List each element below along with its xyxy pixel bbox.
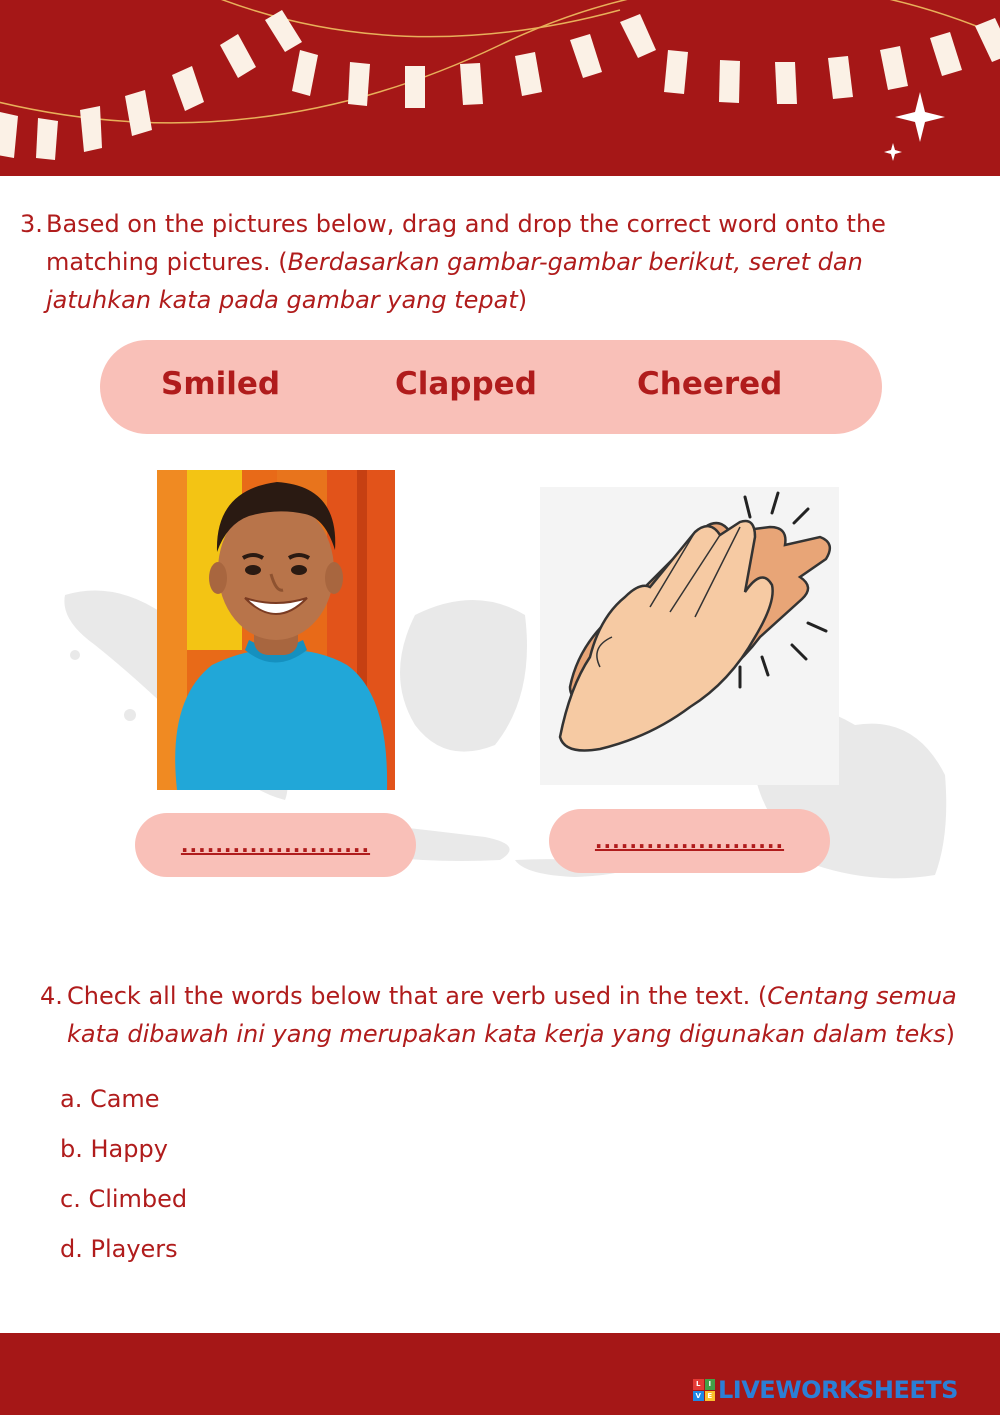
clapping-hands-image [540, 487, 839, 785]
sparkle-icon [884, 92, 945, 161]
question-4-text: Check all the words below that are verb used in the text. (Centang semua kata dibawah ini yang merupakan kata kerja yang digunakan dalam teks) [67, 982, 957, 1048]
liveworksheets-logo[interactable] [693, 1375, 958, 1405]
option-players[interactable]: d. Players [60, 1235, 178, 1263]
question-3-number: 3. [20, 210, 43, 238]
word-bank [100, 340, 882, 434]
drop-slot-hands[interactable] [549, 809, 830, 873]
liveworksheets-wordmark: LIVEWORKSHEETS [718, 1376, 958, 1404]
bunting-decoration [0, 0, 1000, 176]
word-chip-cheered[interactable]: Cheered [637, 366, 783, 402]
drop-slot-placeholder: ...................... [594, 829, 785, 853]
question-4-number: 4. [40, 982, 63, 1010]
word-chip-clapped[interactable]: Clapped [395, 366, 537, 402]
drop-slot-boy[interactable] [135, 813, 416, 877]
question-3-translation: Berdasarkan gambar-gambar berikut, seret dan jatuhkan kata pada gambar yang tepat [46, 248, 863, 314]
option-happy[interactable]: b. Happy [60, 1135, 168, 1163]
liveworksheets-mark-icon: L I V E [693, 1379, 715, 1401]
word-chip-smiled[interactable]: Smiled [161, 366, 281, 402]
option-came[interactable]: a. Came [60, 1085, 160, 1113]
drop-slot-placeholder: ...................... [180, 833, 371, 857]
option-climbed[interactable]: c. Climbed [60, 1185, 188, 1213]
header-banner [0, 0, 1000, 176]
smiling-boy-image [157, 470, 395, 790]
question-4-translation: Centang semua kata dibawah ini yang merupakan kata kerja yang digunakan dalam teks [67, 982, 957, 1048]
question-3-text: Based on the pictures below, drag and drop the correct word onto the matching pictures. (Berdasarkan gambar-gambar berikut, seret dan jatuhkan kata pada gambar yang tepat) [46, 210, 886, 314]
